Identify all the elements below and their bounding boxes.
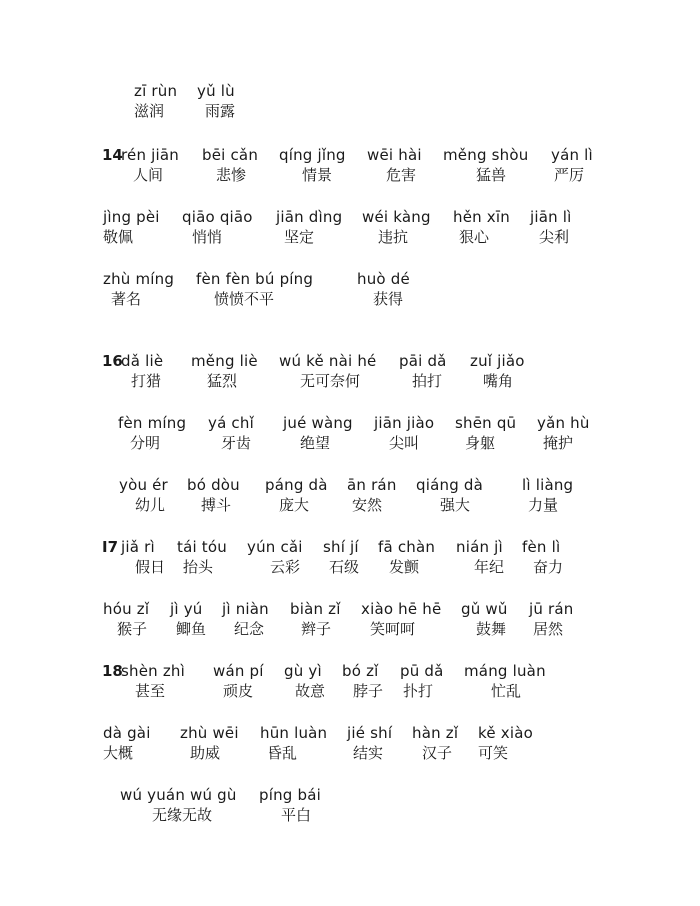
lesson-number: 18: [102, 662, 123, 680]
pinyin-text: yán lì: [551, 146, 593, 164]
pinyin-text: rén jiān: [121, 146, 179, 164]
hanzi-text: 掩护: [543, 434, 574, 452]
hanzi-text: 搏斗: [201, 496, 232, 514]
hanzi-text: 滋润: [134, 102, 165, 120]
hanzi-text: 假日: [135, 558, 166, 576]
pinyin-text: jiān jiào: [374, 414, 435, 432]
pinyin-text: wéi kàng: [362, 208, 431, 226]
hanzi-text: 幼儿: [135, 496, 166, 514]
pinyin-text: dǎ liè: [121, 352, 164, 370]
hanzi-text: 悲惨: [216, 166, 247, 184]
lesson-number: 16: [102, 352, 123, 370]
pinyin-text: bó zǐ: [342, 662, 379, 680]
pinyin-text: gǔ wǔ: [461, 600, 508, 618]
pinyin-text: ān rán: [347, 476, 397, 494]
pinyin-text: yún cǎi: [247, 538, 303, 556]
hanzi-text: 石级: [329, 558, 360, 576]
pinyin-text: zhù míng: [103, 270, 175, 288]
pinyin-text: yá chǐ: [208, 414, 254, 432]
pinyin-text: hóu zǐ: [103, 600, 150, 618]
hanzi-text: 扑打: [403, 682, 434, 700]
hanzi-text: 昏乱: [267, 744, 298, 762]
hanzi-text: 纪念: [234, 620, 265, 638]
hanzi-text: 绝望: [300, 434, 331, 452]
pinyin-text: qíng jǐng: [279, 146, 346, 164]
pinyin-text: tái tóu: [177, 538, 227, 556]
hanzi-text: 脖子: [353, 682, 384, 700]
pinyin-text: jì niàn: [222, 600, 269, 618]
hanzi-text: 嘴角: [483, 372, 514, 390]
hanzi-text: 拍打: [412, 372, 443, 390]
pinyin-text: yǔ lù: [197, 82, 235, 100]
hanzi-text: 故意: [295, 682, 326, 700]
lesson-number: 14: [102, 146, 123, 164]
hanzi-text: 尖叫: [389, 434, 420, 452]
pinyin-text: wēi hài: [367, 146, 422, 164]
hanzi-text: 身躯: [465, 434, 496, 452]
lesson-number: I7: [102, 538, 119, 556]
pinyin-text: xiào hē hē: [361, 600, 442, 618]
pinyin-text: máng luàn: [464, 662, 546, 680]
pinyin-text: biàn zǐ: [290, 600, 341, 618]
pinyin-text: nián jì: [456, 538, 503, 556]
hanzi-text: 抬头: [183, 558, 214, 576]
hanzi-text: 庞大: [279, 496, 310, 514]
pinyin-text: jiān dìng: [276, 208, 343, 226]
hanzi-text: 坚定: [284, 228, 315, 246]
pinyin-text: jué wàng: [283, 414, 353, 432]
hanzi-text: 狠心: [459, 228, 490, 246]
hanzi-text: 获得: [373, 290, 404, 308]
pinyin-text: pū dǎ: [400, 662, 444, 680]
pinyin-text: shēn qū: [455, 414, 517, 432]
hanzi-text: 猛兽: [476, 166, 507, 184]
pinyin-text: píng bái: [259, 786, 321, 804]
pinyin-text: yǎn hù: [537, 414, 590, 432]
pinyin-text: yòu ér: [119, 476, 168, 494]
pinyin-text: fèn lì: [522, 538, 561, 556]
pinyin-text: wú kě nài hé: [279, 352, 377, 370]
hanzi-text: 悄悄: [192, 228, 223, 246]
hanzi-text: 笑呵呵: [370, 620, 416, 638]
pinyin-text: měng liè: [191, 352, 258, 370]
hanzi-text: 辫子: [301, 620, 332, 638]
pinyin-text: zhù wēi: [180, 724, 239, 742]
hanzi-text: 著名: [111, 290, 142, 308]
hanzi-text: 猛烈: [207, 372, 238, 390]
pinyin-text: jiǎ rì: [121, 538, 155, 556]
pinyin-text: zuǐ jiǎo: [470, 352, 525, 370]
hanzi-text: 甚至: [135, 682, 166, 700]
hanzi-text: 鲫鱼: [176, 620, 207, 638]
pinyin-text: bó dòu: [187, 476, 240, 494]
hanzi-text: 危害: [386, 166, 417, 184]
pinyin-text: páng dà: [265, 476, 328, 494]
hanzi-text: 鼓舞: [476, 620, 507, 638]
hanzi-text: 年纪: [474, 558, 505, 576]
pinyin-text: huò dé: [357, 270, 410, 288]
hanzi-text: 尖利: [539, 228, 570, 246]
hanzi-text: 人间: [133, 166, 164, 184]
hanzi-text: 居然: [533, 620, 564, 638]
pinyin-text: wán pí: [213, 662, 264, 680]
pinyin-text: zī rùn: [134, 82, 178, 100]
hanzi-text: 可笑: [478, 744, 509, 762]
pinyin-text: shèn zhì: [121, 662, 185, 680]
pinyin-text: hěn xīn: [453, 208, 510, 226]
hanzi-text: 打猎: [131, 372, 162, 390]
hanzi-text: 牙齿: [221, 434, 252, 452]
hanzi-text: 发颤: [389, 558, 420, 576]
hanzi-text: 大概: [103, 744, 134, 762]
hanzi-text: 力量: [528, 496, 559, 514]
pinyin-text: hàn zǐ: [412, 724, 459, 742]
pinyin-text: jiān lì: [530, 208, 572, 226]
pinyin-text: měng shòu: [443, 146, 529, 164]
pinyin-text: lì liàng: [522, 476, 574, 494]
pinyin-text: hūn luàn: [260, 724, 328, 742]
hanzi-text: 顽皮: [223, 682, 254, 700]
hanzi-text: 忙乱: [491, 682, 522, 700]
hanzi-text: 严厉: [554, 166, 585, 184]
pinyin-text: qiāo qiāo: [182, 208, 253, 226]
hanzi-text: 强大: [440, 496, 471, 514]
pinyin-text: jì yú: [170, 600, 203, 618]
pinyin-text: bēi cǎn: [202, 146, 259, 164]
pinyin-text: dà gài: [103, 724, 151, 742]
pinyin-text: wú yuán wú gù: [120, 786, 237, 804]
hanzi-text: 云彩: [270, 558, 301, 576]
hanzi-text: 汉子: [422, 744, 453, 762]
hanzi-text: 助威: [190, 744, 221, 762]
hanzi-text: 平白: [281, 806, 312, 824]
pinyin-text: fā chàn: [378, 538, 436, 556]
pinyin-text: qiáng dà: [416, 476, 483, 494]
hanzi-text: 安然: [352, 496, 383, 514]
hanzi-text: 无可奈何: [300, 372, 361, 390]
hanzi-text: 敬佩: [103, 228, 134, 246]
pinyin-text: jìng pèi: [103, 208, 160, 226]
hanzi-text: 违抗: [378, 228, 409, 246]
hanzi-text: 分明: [130, 434, 161, 452]
pinyin-text: fèn míng: [118, 414, 187, 432]
hanzi-text: 愤愤不平: [214, 290, 275, 308]
hanzi-text: 无缘无故: [152, 806, 213, 824]
pinyin-text: kě xiào: [478, 724, 533, 742]
pinyin-text: fèn fèn bú píng: [196, 270, 314, 288]
hanzi-text: 猴子: [117, 620, 148, 638]
pinyin-text: jié shí: [347, 724, 393, 742]
hanzi-text: 结实: [353, 744, 384, 762]
hanzi-text: 奋力: [533, 558, 564, 576]
pinyin-text: jū rán: [529, 600, 574, 618]
hanzi-text: 情景: [302, 166, 333, 184]
hanzi-text: 雨露: [205, 102, 236, 120]
pinyin-text: shí jí: [323, 538, 359, 556]
pinyin-text: gù yì: [284, 662, 322, 680]
pinyin-text: pāi dǎ: [399, 352, 447, 370]
